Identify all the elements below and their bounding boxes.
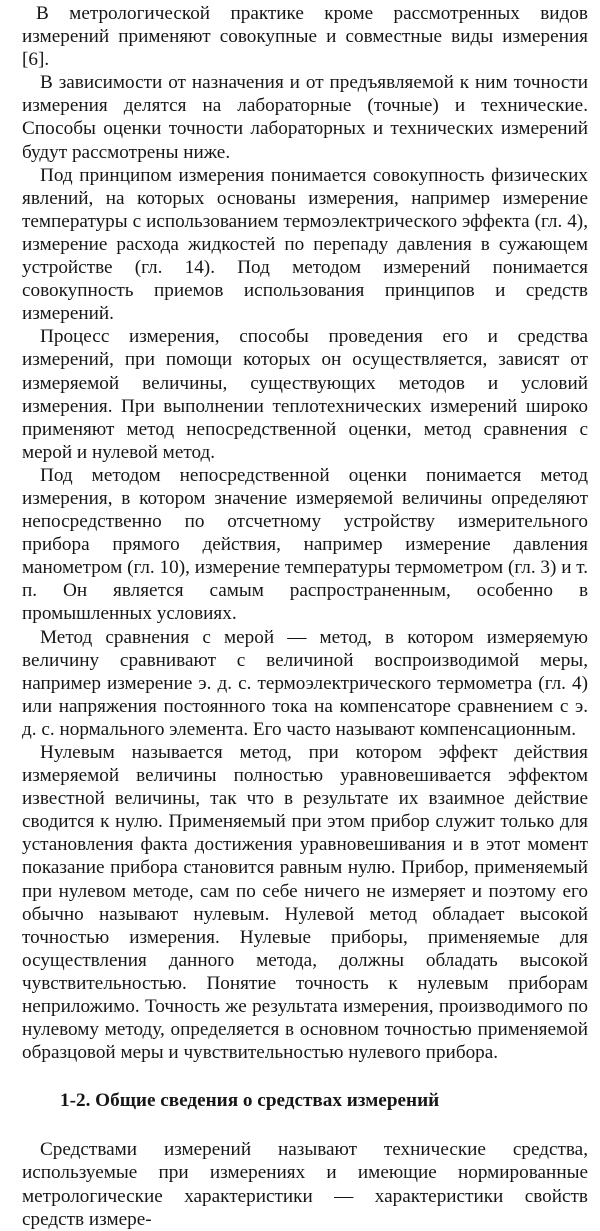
paragraph-measurement-process: Процесс измерения, способы проведения его и средства измерений, при помощи которых он осуществляется, зависят от измеряемой величины, существующих методов и условий измерения. При выполнении теплотехнических измерений широко применяют метод непосредственной оценки, метод сравнения с мерой и нулевой метод.: [22, 326, 588, 463]
paragraph-measuring-instruments: Средствами измерений называют технические средства, используемые при измерениях и имеющие нормированные метрологические характеристики — характеристики свойств средств измере-: [22, 1139, 588, 1230]
paragraph-null-method: Нулевым называется метод, при котором эффект действия измеряемой величины полностью уравновешивается эффектом известной величины, так что в результате их взаимное действие сводится к нулю. Применяемый при этом прибор служит только для установления факта достижения уравновешивания и в этот момент показание прибора становится равным нулю. Прибор, применяемый при нулевом методе, сам по себе ничего не измеряет и поэтому его обычно называют нулевым. Нулевой метод обладает высокой точностью измерения. Нулевые приборы, применяемые для осуществления данного метода, должны обладать высокой чувствительностью. Понятие точность к нулевым приборам неприложимо. Точность же результата измерения, производимого по нулевому методу, определяется в основном точностью применяемой образцовой меры и чувствительностью нулевого прибора.: [22, 742, 588, 1064]
section-heading: 1-2. Общие сведения о средствах измерений: [60, 1090, 440, 1112]
paragraph-direct-evaluation: Под методом непосредственной оценки понимается метод измерения, в котором значение измеряемой величины определяют непосредственно по отсчетному устройству измерительного прибора прямого действия, например измерение давления манометром (гл. 10), измерение температуры термометром (гл. 3) и т. п. Он является самым распространенным, особенно в промышленных условиях.: [22, 464, 588, 625]
paragraph-measurement-principle: Под принципом измерения понимается совокупность физических явлений, на которых основаны измерения, например измерение температуры с использованием термоэлектрического эффекта (гл. 4), измерение расхода жидкостей по перепаду давления в сужающем устройстве (гл. 14). Под методом измерений понимается совокупность приемов использования принципов и средств измерений.: [22, 164, 588, 325]
paragraph-comparison-method: Метод сравнения с мерой — метод, в котором измеряемую величину сравнивают с величиной воспроизводимой меры, например измерение э. д. с. термоэлектрического термометра (гл. 4) или напряжения постоянного тока на компенсаторе сравнением с э. д. с. нормального элемента. Его часто называют компенсационным.: [22, 626, 588, 740]
paragraph-accuracy-classes: В зависимости от назначения и от предъявляемой к ним точности измерения делятся на лабораторные (точные) и технические. Способы оценки точности лабораторных и технических измерений будут рассмотрены ниже.: [22, 72, 588, 163]
paragraph-intro: В метрологической практике кроме рассмотренных видов измерений применяют совокупные и совместные виды измерения [6].: [22, 3, 588, 71]
